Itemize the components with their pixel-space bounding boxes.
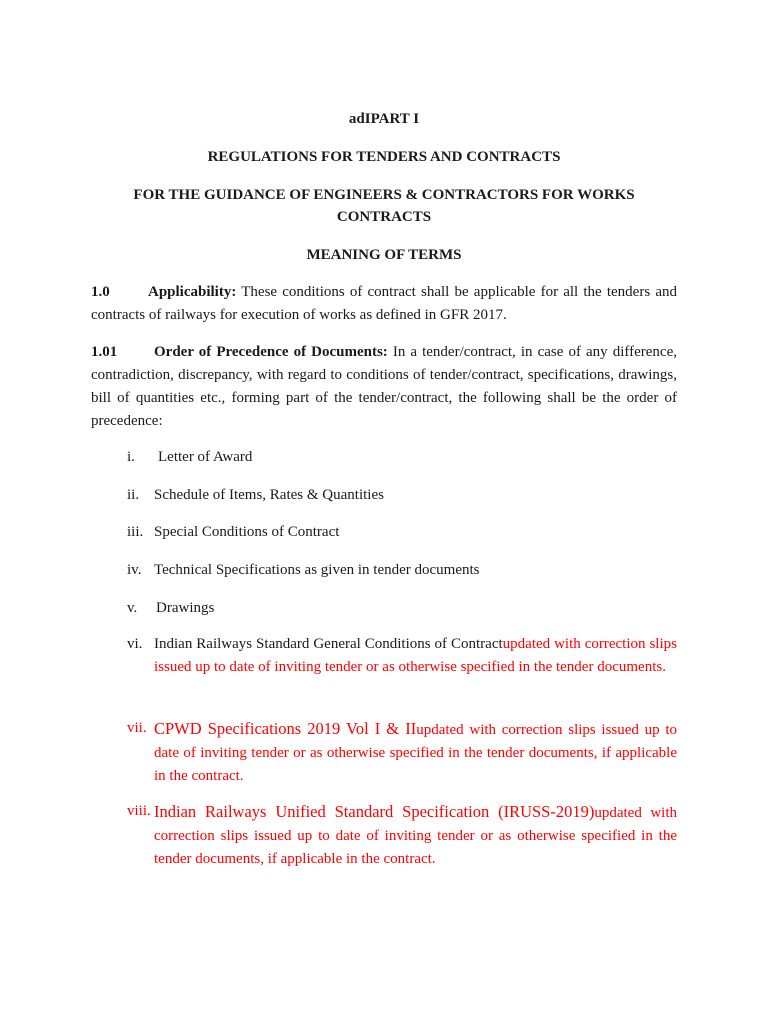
list-item-amendment-text: updated with correction slips issued up to date of inviting tender or as otherwise specified in the tender documents. <box>154 636 677 675</box>
clause-order-of-precedence <box>91 341 677 433</box>
list-item-text <box>154 717 677 788</box>
subtitle-line-2: CONTRACTS <box>336 209 432 225</box>
list-item-main-text: CPWD Specifications 2019 Vol I & II <box>154 719 417 738</box>
subtitle-line-1: FOR THE GUIDANCE OF ENGINEERS & CONTRACTORS FOR WORKS <box>133 187 635 203</box>
meaning-heading: MEANING OF TERMS <box>306 247 462 263</box>
list-item-text <box>154 633 677 679</box>
list-item-text <box>154 800 677 871</box>
clause-term: Applicability: <box>148 284 237 300</box>
document-subtitle <box>91 184 677 228</box>
list-number: i. <box>127 449 135 465</box>
list-item <box>127 633 677 679</box>
list-item <box>127 521 677 544</box>
list-item-text: Drawings <box>156 600 215 616</box>
list-item <box>127 559 677 582</box>
list-item-main-text: Indian Railways Standard General Conditions of Contract <box>154 636 503 652</box>
list-number: iv. <box>127 562 142 578</box>
list-number: ii. <box>127 487 140 503</box>
document-title: REGULATIONS FOR TENDERS AND CONTRACTS <box>207 149 561 165</box>
clause-term: Order of Precedence of Documents: <box>154 344 388 360</box>
part-heading: adIPART I <box>348 111 420 127</box>
clause-number: 1.01 <box>91 344 118 360</box>
list-item <box>127 484 677 507</box>
list-item <box>127 446 677 469</box>
list-item <box>127 597 677 620</box>
clause-text: These conditions of contract shall be applicable for all the tenders and contracts of railways for execution of works as defined in GFR 2017. <box>91 284 677 323</box>
list-item-main-text: Indian Railways Unified Standard Specification (IRUSS-2019) <box>154 802 595 821</box>
list-item-amendment-text: updated with correction slips issued up to date of inviting tender or as otherwise specified in the tender documents, if applicable in the contract. <box>154 722 677 784</box>
clause-text: In a tender/contract, in case of any difference, contradiction, discrepancy, with regard to conditions of tender/contract, specifications, drawings, bill of quantities etc., forming part of the tender/contract, the following shall be the order of precedence: <box>91 344 677 429</box>
list-item-text: Letter of Award <box>158 449 253 465</box>
list-number: vii. <box>127 720 147 736</box>
list-item <box>127 800 677 871</box>
clause-applicability <box>91 281 677 327</box>
list-item-amendment-text: updated with correction slips issued up to date of inviting tender or as otherwise specified in the tender documents, if applicable in the contract. <box>154 805 678 867</box>
list-item-text: Special Conditions of Contract <box>154 524 340 540</box>
list-number: viii. <box>127 803 151 819</box>
list-item <box>127 717 677 788</box>
list-number: vi. <box>127 636 143 652</box>
list-item-text: Schedule of Items, Rates & Quantities <box>154 487 384 503</box>
list-number: iii. <box>127 524 144 540</box>
clause-number: 1.0 <box>91 284 110 300</box>
list-number: v. <box>127 600 138 616</box>
list-item-text: Technical Specifications as given in tender documents <box>154 562 480 578</box>
